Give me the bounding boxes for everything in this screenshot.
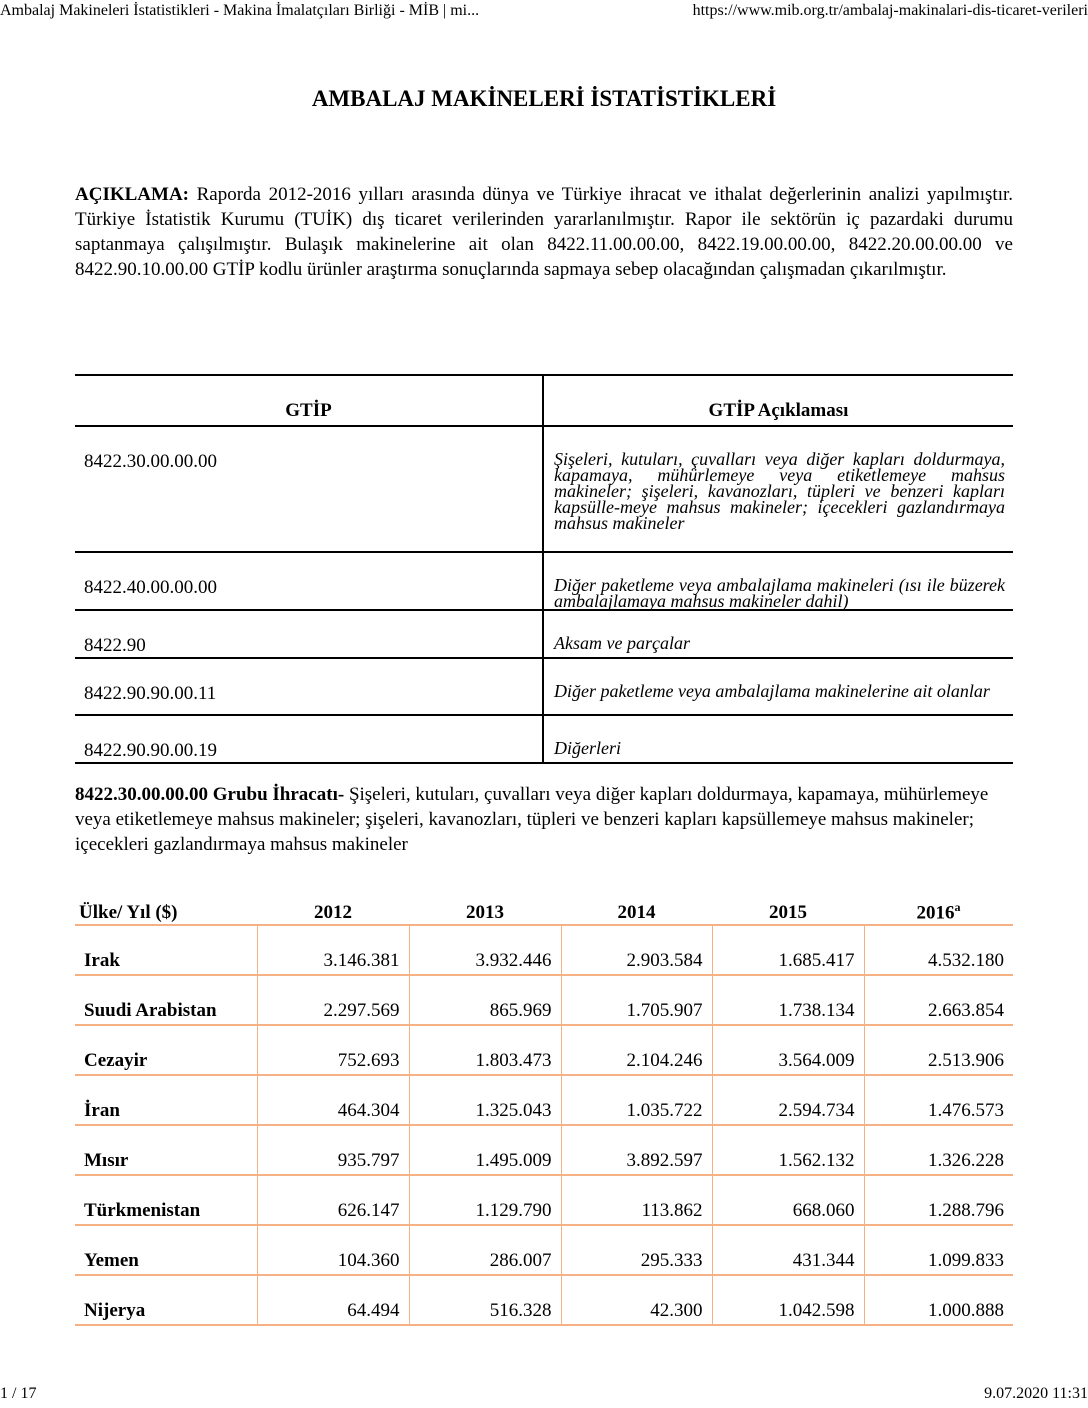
print-header-title: Ambalaj Makineleri İstatistikleri - Makina İmalatçıları Birliği - MİB | mi... <box>0 2 480 19</box>
value-cell: 286.007 <box>409 1225 561 1275</box>
value-cell: 1.495.009 <box>409 1125 561 1175</box>
value-cell: 626.147 <box>257 1175 409 1225</box>
description-text: Raporda 2012-2016 yılları arasında dünya ve Türkiye ihracat ve ithalat değerlerinin analizi yapılmıştır. Türkiye İstatistik Kurumu (TUİK) dış ticaret verilerinden yararlanılmıştır. Rapor ile sektörün iç pazardaki durumu saptanmaya çalışılmıştır. Bulaşık makinelerine ait olan 8422.11.00.00.00, 8422.19.00.00.00, 8422.20.00.00.00 ve 8422.90.10.00.00 GTİP kodlu ürünler araştırma sonuçlarında sapmaya sebep olacağından çalışmadan çıkarılmıştır. <box>75 184 1013 280</box>
year-header: 2015 <box>712 898 864 925</box>
value-cell: 1.042.598 <box>712 1275 864 1325</box>
value-cell: 1.000.888 <box>864 1275 1013 1325</box>
table-row <box>75 925 1013 975</box>
value-cell: 4.532.180 <box>864 925 1013 975</box>
table-row <box>75 1075 1013 1125</box>
value-cell: 1.685.417 <box>712 925 864 975</box>
country-year-header: Ülke/ Yıl ($) <box>75 898 257 925</box>
table-row <box>75 1175 1013 1225</box>
description-paragraph <box>75 182 1013 282</box>
table-row <box>75 975 1013 1025</box>
value-cell: 1.129.790 <box>409 1175 561 1225</box>
value-cell: 431.344 <box>712 1225 864 1275</box>
gtip-desc: Diğer paketleme veya ambalajlama makineleri (ısı ile büzerek ambalajlamaya mahsus makineler dahil) <box>543 552 1013 610</box>
value-cell: 2.513.906 <box>864 1025 1013 1075</box>
value-cell: 1.035.722 <box>561 1075 712 1125</box>
gtip-code: 8422.90 <box>75 610 543 658</box>
value-cell: 3.892.597 <box>561 1125 712 1175</box>
gtip-code: 8422.30.00.00.00 <box>75 426 543 552</box>
gtip-row <box>75 426 1013 552</box>
gtip-header-row <box>75 375 1013 426</box>
country-cell: Irak <box>75 925 257 975</box>
year-header: 2014 <box>561 898 712 925</box>
value-cell: 1.288.796 <box>864 1175 1013 1225</box>
country-cell: Yemen <box>75 1225 257 1275</box>
footnote-marker: a <box>954 899 961 914</box>
value-cell: 1.476.573 <box>864 1075 1013 1125</box>
value-cell: 752.693 <box>257 1025 409 1075</box>
value-cell: 865.969 <box>409 975 561 1025</box>
value-cell: 935.797 <box>257 1125 409 1175</box>
value-cell: 104.360 <box>257 1225 409 1275</box>
country-cell: İran <box>75 1075 257 1125</box>
gtip-header-desc: GTİP Açıklaması <box>543 375 1013 426</box>
page-title: AMBALAJ MAKİNELERİ İSTATİSTİKLERİ <box>311 86 777 111</box>
print-datetime: 9.07.2020 11:31 <box>984 1385 1088 1402</box>
value-cell: 1.325.043 <box>409 1075 561 1125</box>
value-cell: 3.564.009 <box>712 1025 864 1075</box>
value-cell: 1.803.473 <box>409 1025 561 1075</box>
page-number: 1 / 17 <box>0 1385 37 1402</box>
value-cell: 1.099.833 <box>864 1225 1013 1275</box>
export-section-paragraph <box>75 782 1013 857</box>
gtip-header-code: GTİP <box>75 375 543 426</box>
value-cell: 2.104.246 <box>561 1025 712 1075</box>
country-cell: Nijerya <box>75 1275 257 1325</box>
gtip-desc: Aksam ve parçalar <box>543 610 1013 658</box>
gtip-code: 8422.90.90.00.11 <box>75 658 543 715</box>
export-header-row <box>75 898 1013 925</box>
gtip-desc: Diğer paketleme veya ambalajlama makinelerine ait olanlar <box>543 658 1013 715</box>
value-cell: 2.594.734 <box>712 1075 864 1125</box>
value-cell: 113.862 <box>561 1175 712 1225</box>
value-cell: 1.705.907 <box>561 975 712 1025</box>
gtip-code: 8422.40.00.00.00 <box>75 552 543 610</box>
value-cell: 3.932.446 <box>409 925 561 975</box>
year-header: 2013 <box>409 898 561 925</box>
gtip-desc: Şişeleri, kutuları, çuvalları veya diğer kapları doldurmaya, kapamaya, mühürlemeye veya etiketlemeye mahsus makineler; şişeleri, kavanozları, tüpleri ve benzeri kapları kapsülle-meye mahsus makineler; içecekleri gazlandırmaya mahsus makineler <box>543 426 1013 552</box>
export-section-label: 8422.30.00.00.00 Grubu İhracatı- <box>75 784 345 805</box>
export-section-text: Şişeleri, kutuları, çuvalları veya diğer kapları doldurmaya, kapamaya, mühürlemeye veya etiketlemeye mahsus makineler; şişeleri, kavanozları, tüpleri ve benzeri kapları kapsüllemeye mahsus makineler; içecekleri gazlandırmaya mahsus makineler <box>75 784 989 855</box>
country-cell: Türkmenistan <box>75 1175 257 1225</box>
description-label: AÇIKLAMA: <box>75 184 189 205</box>
gtip-row <box>75 552 1013 610</box>
country-cell: Cezayir <box>75 1025 257 1075</box>
value-cell: 42.300 <box>561 1275 712 1325</box>
value-cell: 2.663.854 <box>864 975 1013 1025</box>
gtip-row <box>75 610 1013 658</box>
country-cell: Suudi Arabistan <box>75 975 257 1025</box>
value-cell: 1.738.134 <box>712 975 864 1025</box>
gtip-code: 8422.90.90.00.19 <box>75 715 543 763</box>
value-cell: 668.060 <box>712 1175 864 1225</box>
value-cell: 64.494 <box>257 1275 409 1325</box>
year-header-label: 2016 <box>916 902 955 923</box>
export-table <box>75 898 1013 1326</box>
value-cell: 1.326.228 <box>864 1125 1013 1175</box>
table-row <box>75 1025 1013 1075</box>
print-header-url: https://www.mib.org.tr/ambalaj-makinalari-dis-ticaret-verileri <box>692 2 1088 19</box>
value-cell: 464.304 <box>257 1075 409 1125</box>
year-header: 2012 <box>257 898 409 925</box>
value-cell: 2.903.584 <box>561 925 712 975</box>
gtip-row <box>75 715 1013 763</box>
year-header <box>864 898 1013 925</box>
value-cell: 516.328 <box>409 1275 561 1325</box>
table-row <box>75 1275 1013 1325</box>
country-cell: Mısır <box>75 1125 257 1175</box>
table-row <box>75 1225 1013 1275</box>
value-cell: 1.562.132 <box>712 1125 864 1175</box>
table-row <box>75 1125 1013 1175</box>
value-cell: 3.146.381 <box>257 925 409 975</box>
value-cell: 295.333 <box>561 1225 712 1275</box>
gtip-row <box>75 658 1013 715</box>
gtip-table <box>75 374 1013 764</box>
gtip-desc: Diğerleri <box>543 715 1013 763</box>
value-cell: 2.297.569 <box>257 975 409 1025</box>
